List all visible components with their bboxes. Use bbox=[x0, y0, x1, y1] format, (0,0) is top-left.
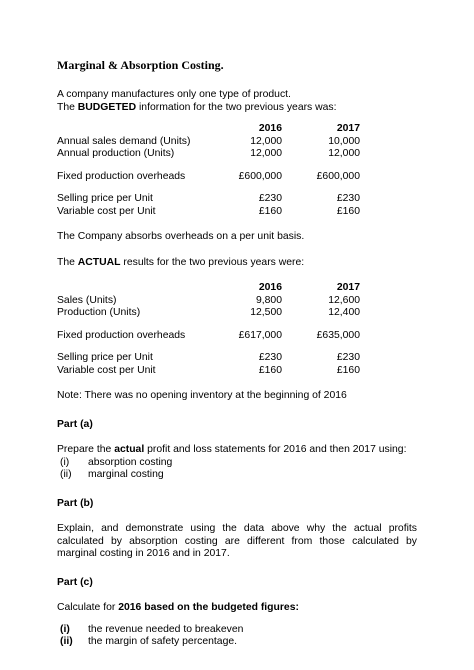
inventory-note: Note: There was no opening inventory at the beginning of 2016 bbox=[57, 390, 347, 401]
list-item: (ii) the margin of safety percentage. bbox=[60, 636, 238, 647]
table-row: Annual production (Units) 12,000 12,000 bbox=[57, 148, 360, 159]
part-b-text: Explain, and demonstrate using the data above why the actual profits calculated by absorption costing are different from those calculated by marginal costing in 2016 and in 2017. bbox=[57, 523, 417, 559]
table-row: Annual sales demand (Units) 12,000 10,000 bbox=[57, 135, 360, 147]
document-title: Marginal & Absorption Costing. bbox=[57, 58, 224, 72]
actual-table bbox=[57, 282, 360, 377]
part-a-heading: Part (a) bbox=[57, 418, 93, 430]
intro-line-2: The BUDGETED information for the two previous years was: bbox=[57, 101, 337, 113]
part-c-heading: Part (c) bbox=[57, 576, 93, 588]
part-b-heading: Part (b) bbox=[57, 497, 94, 509]
part-a-list bbox=[57, 457, 417, 482]
table-row: Variable cost per Unit £160 £160 bbox=[57, 205, 360, 217]
actual-year-2017: 2017 bbox=[336, 282, 360, 293]
absorbs-note: The Company absorbs overheads on a per unit basis. bbox=[57, 231, 305, 242]
table-row: Selling price per Unit £230 £230 bbox=[57, 352, 360, 363]
table-row: Production (Units) 12,500 12,400 bbox=[57, 307, 360, 318]
actual-year-2016: 2016 bbox=[258, 282, 282, 293]
table-row: Selling price per Unit £230 £230 bbox=[57, 193, 360, 204]
budgeted-year-2016: 2016 bbox=[258, 123, 282, 134]
budgeted-year-2017: 2017 bbox=[336, 123, 360, 134]
table-row: Sales (Units) 9,800 12,600 bbox=[57, 294, 360, 306]
part-a-text: Prepare the actual profit and loss statements for 2016 and then 2017 using: bbox=[57, 444, 407, 455]
table-row: Fixed production overheads £617,000 £635,000 bbox=[57, 329, 360, 341]
document-content bbox=[57, 58, 417, 649]
budgeted-table bbox=[57, 123, 360, 218]
list-item: (i) absorption costing bbox=[60, 456, 173, 468]
actual-intro: The ACTUAL results for the two previous years were: bbox=[57, 256, 305, 268]
table-row: Fixed production overheads £600,000 £600,000 bbox=[57, 170, 360, 182]
part-c-text: Calculate for 2016 based on the budgeted figures: bbox=[57, 602, 299, 613]
table-row: Variable cost per Unit £160 £160 bbox=[57, 364, 360, 376]
intro-line-1: A company manufactures only one type of product. bbox=[57, 89, 291, 100]
list-item: (ii) marginal costing bbox=[60, 469, 164, 480]
part-c-list bbox=[57, 624, 417, 649]
list-item: (i) the revenue needed to breakeven bbox=[60, 623, 244, 635]
